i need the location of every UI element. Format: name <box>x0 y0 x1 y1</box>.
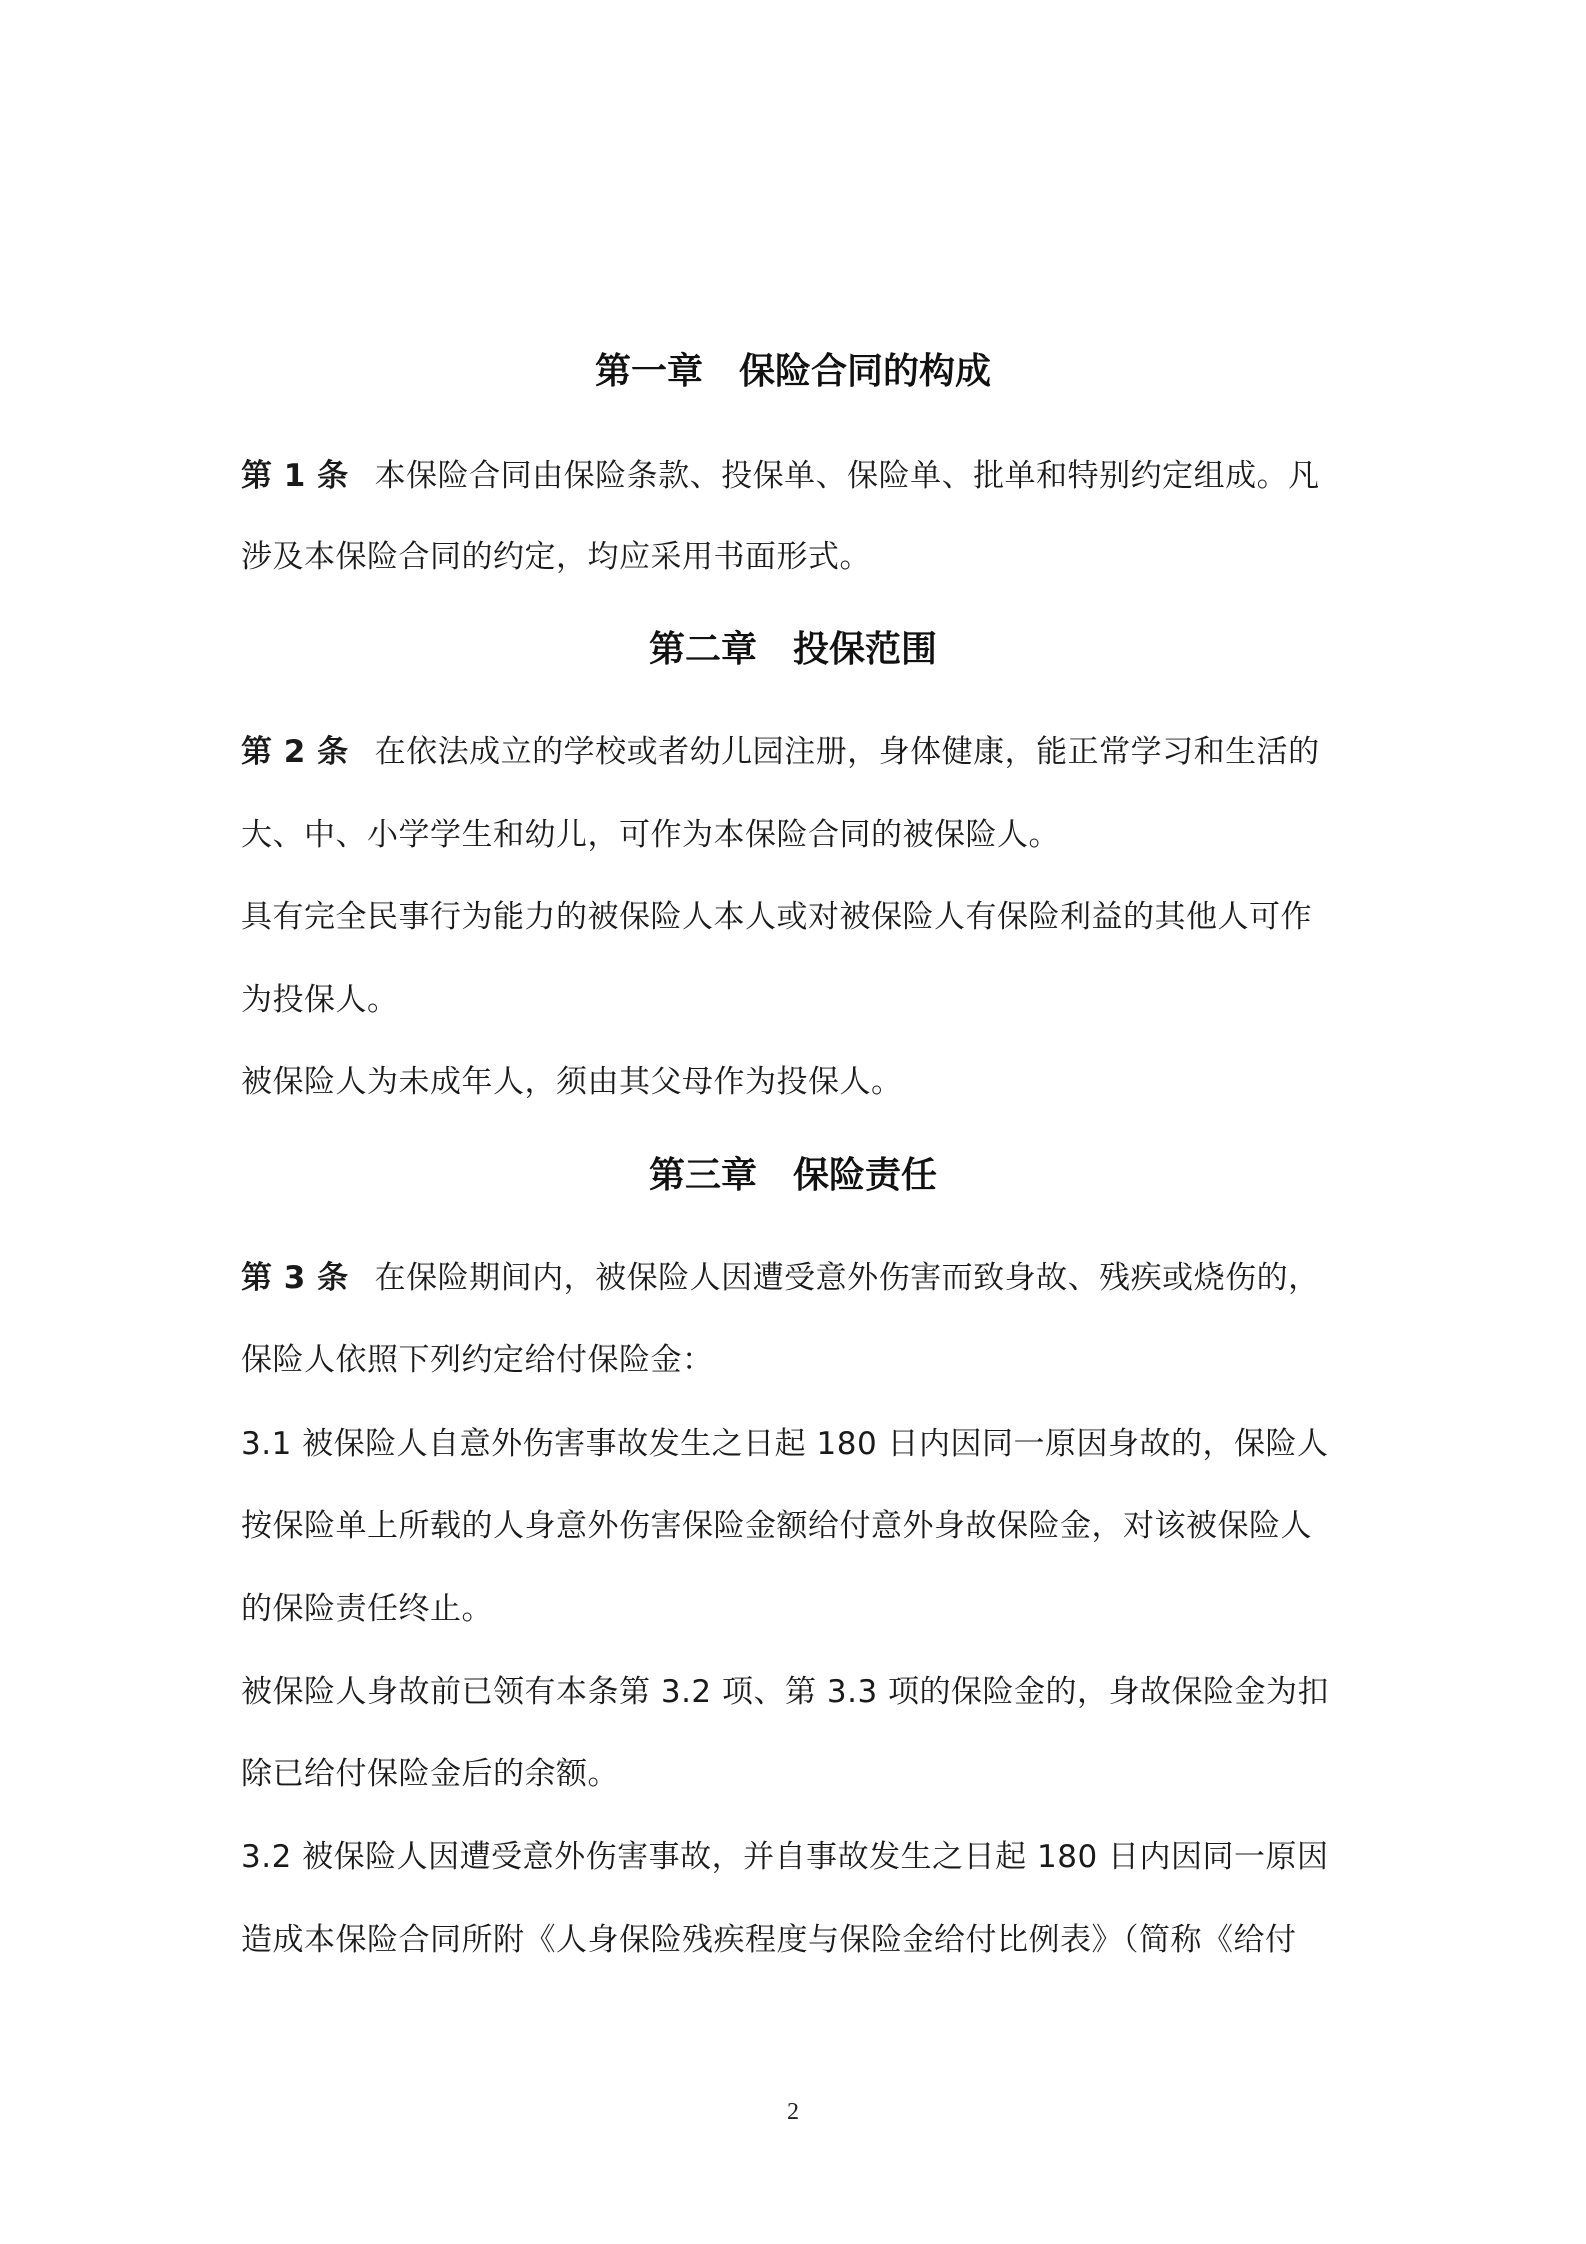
article-3-line-2: 保险人依照下列约定给付保险金： <box>241 1342 714 1378</box>
article-3-line-1 <box>241 1258 1320 1298</box>
item-3-1-line-1: 3.1 被保险人自意外伤害事故发生之日起 180 日内因同一原因身故的，保险人 <box>241 1426 1329 1462</box>
chapter-2-title: 第二章 投保范围 <box>648 629 937 670</box>
article-2-line-1 <box>241 732 1320 772</box>
chapter-2-paragraph-1: 具有完全民事行为能力的被保险人本人或对被保险人有保险利益的其他人可作 <box>241 899 1312 935</box>
article-1-line-2: 涉及本保险合同的约定，均应采用书面形式。 <box>241 539 871 575</box>
chapter-2-paragraph-2: 为投保人。 <box>241 982 399 1018</box>
chapter-2-paragraph-3: 被保险人为未成年人，须由其父母作为投保人。 <box>241 1064 903 1100</box>
item-3-1-line-2: 按保险单上所载的人身意外伤害保险金额给付意外身故保险金，对该被保险人 <box>241 1508 1312 1544</box>
article-1-text-1: 本保险合同由保险条款、投保单、保险单、批单和特别约定组成。凡 <box>374 458 1320 494</box>
page-number: 2 <box>787 2099 799 2125</box>
item-3-1-note-line-2: 除已给付保险金后的余额。 <box>241 1756 619 1792</box>
article-3-label: 第 3 条 <box>241 1260 349 1296</box>
article-1-label: 第 1 条 <box>241 458 349 494</box>
item-3-1-note-line-1: 被保险人身故前已领有本条第 3.2 项、第 3.3 项的保险金的，身故保险金为扣 <box>241 1674 1330 1710</box>
item-3-2-line-1: 3.2 被保险人因遭受意外伤害事故，并自事故发生之日起 180 日内因同一原因 <box>241 1839 1329 1875</box>
item-3-1-line-3: 的保险责任终止。 <box>241 1591 493 1627</box>
article-2-line-2: 大、中、小学学生和幼儿，可作为本保险合同的被保险人。 <box>241 817 1060 853</box>
article-3-text-1: 在保险期间内，被保险人因遭受意外伤害而致身故、残疾或烧伤的， <box>374 1260 1320 1296</box>
article-1-line-1 <box>241 456 1320 496</box>
article-2-label: 第 2 条 <box>241 734 349 770</box>
article-2-text-1: 在依法成立的学校或者幼儿园注册，身体健康，能正常学习和生活的 <box>374 734 1320 770</box>
chapter-1-title: 第一章 保险合同的构成 <box>594 351 991 392</box>
chapter-3-title: 第三章 保险责任 <box>648 1155 937 1196</box>
item-3-2-line-2: 造成本保险合同所附《人身保险残疾程度与保险金给付比例表》（简称《给付 <box>241 1922 1297 1958</box>
